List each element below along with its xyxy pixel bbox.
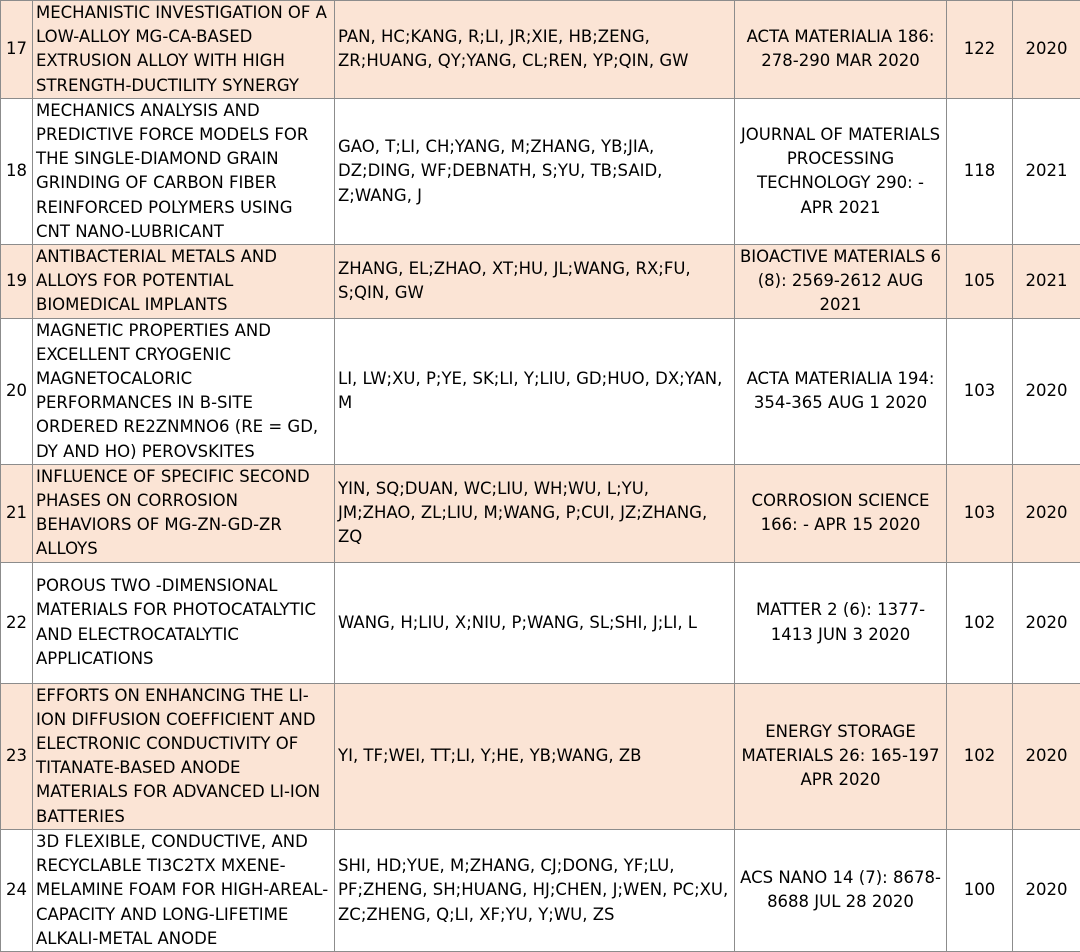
paper-source: MATTER 2 (6): 1377-1413 JUN 3 2020 [735, 562, 947, 683]
row-number: 18 [1, 98, 33, 244]
publication-year: 2021 [1013, 245, 1080, 319]
paper-title: EFFORTS ON ENHANCING THE LI-ION DIFFUSION COEFFICIENT AND ELECTRONIC CONDUCTIVITY OF TITANATE-BASED ANODE MATERIALS FOR ADVANCED LI-ION BATTERIES [33, 683, 335, 829]
paper-source: CORROSION SCIENCE 166: - APR 15 2020 [735, 464, 947, 562]
paper-title: ANTIBACTERIAL METALS AND ALLOYS FOR POTENTIAL BIOMEDICAL IMPLANTS [33, 245, 335, 319]
paper-authors: GAO, T;LI, CH;YANG, M;ZHANG, YB;JIA, DZ;DING, WF;DEBNATH, S;YU, TB;SAID, Z;WANG, J [335, 98, 735, 244]
citation-count: 100 [947, 829, 1013, 951]
citation-count: 102 [947, 683, 1013, 829]
paper-source: JOURNAL OF MATERIALS PROCESSING TECHNOLOGY 290: - APR 2021 [735, 98, 947, 244]
paper-title: MECHANICS ANALYSIS AND PREDICTIVE FORCE MODELS FOR THE SINGLE-DIAMOND GRAIN GRINDING OF CARBON FIBER REINFORCED POLYMERS USING CNT NANO-LUBRICANT [33, 98, 335, 244]
citation-count: 118 [947, 98, 1013, 244]
table-row [1, 98, 1080, 244]
table-row [1, 318, 1080, 464]
row-number: 17 [1, 1, 33, 99]
paper-title: 3D FLEXIBLE, CONDUCTIVE, AND RECYCLABLE TI3C2TX MXENE-MELAMINE FOAM FOR HIGH-AREAL-CAPACITY AND LONG-LIFETIME ALKALI-METAL ANODE [33, 829, 335, 951]
paper-authors: YIN, SQ;DUAN, WC;LIU, WH;WU, L;YU, JM;ZHAO, ZL;LIU, M;WANG, P;CUI, JZ;ZHANG, ZQ [335, 464, 735, 562]
paper-source: BIOACTIVE MATERIALS 6 (8): 2569-2612 AUG 2021 [735, 245, 947, 319]
table-row [1, 464, 1080, 562]
table-row [1, 829, 1080, 951]
paper-authors: PAN, HC;KANG, R;LI, JR;XIE, HB;ZENG, ZR;HUANG, QY;YANG, CL;REN, YP;QIN, GW [335, 1, 735, 99]
publication-year: 2020 [1013, 464, 1080, 562]
publication-year: 2020 [1013, 318, 1080, 464]
table-row [1, 1, 1080, 99]
table-row [1, 562, 1080, 683]
paper-title: POROUS TWO -DIMENSIONAL MATERIALS FOR PHOTOCATALYTIC AND ELECTROCATALYTIC APPLICATIONS [33, 562, 335, 683]
paper-source: ACS NANO 14 (7): 8678-8688 JUL 28 2020 [735, 829, 947, 951]
row-number: 21 [1, 464, 33, 562]
paper-title: INFLUENCE OF SPECIFIC SECOND PHASES ON CORROSION BEHAVIORS OF MG-ZN-GD-ZR ALLOYS [33, 464, 335, 562]
table-row [1, 245, 1080, 319]
publication-year: 2020 [1013, 1, 1080, 99]
publication-year: 2020 [1013, 562, 1080, 683]
paper-authors: SHI, HD;YUE, M;ZHANG, CJ;DONG, YF;LU, PF;ZHENG, SH;HUANG, HJ;CHEN, J;WEN, PC;XU, ZC;ZHENG, Q;LI, XF;YU, Y;WU, ZS [335, 829, 735, 951]
row-number: 19 [1, 245, 33, 319]
paper-title: MAGNETIC PROPERTIES AND EXCELLENT CRYOGENIC MAGNETOCALORIC PERFORMANCES IN B-SITE ORDERED RE2ZNMNO6 (RE = GD, DY AND HO) PEROVSKITES [33, 318, 335, 464]
paper-source: ENERGY STORAGE MATERIALS 26: 165-197 APR 2020 [735, 683, 947, 829]
citation-count: 122 [947, 1, 1013, 99]
citation-count: 103 [947, 464, 1013, 562]
paper-authors: ZHANG, EL;ZHAO, XT;HU, JL;WANG, RX;FU, S;QIN, GW [335, 245, 735, 319]
publication-year: 2020 [1013, 683, 1080, 829]
paper-authors: LI, LW;XU, P;YE, SK;LI, Y;LIU, GD;HUO, DX;YAN, M [335, 318, 735, 464]
paper-source: ACTA MATERIALIA 194: 354-365 AUG 1 2020 [735, 318, 947, 464]
paper-authors: YI, TF;WEI, TT;LI, Y;HE, YB;WANG, ZB [335, 683, 735, 829]
row-number: 22 [1, 562, 33, 683]
citation-count: 105 [947, 245, 1013, 319]
row-number: 24 [1, 829, 33, 951]
paper-source: ACTA MATERIALIA 186: 278-290 MAR 2020 [735, 1, 947, 99]
publication-year: 2020 [1013, 829, 1080, 951]
citation-count: 103 [947, 318, 1013, 464]
paper-authors: WANG, H;LIU, X;NIU, P;WANG, SL;SHI, J;LI, L [335, 562, 735, 683]
publication-year: 2021 [1013, 98, 1080, 244]
paper-title: MECHANISTIC INVESTIGATION OF A LOW-ALLOY MG-CA-BASED EXTRUSION ALLOY WITH HIGH STRENGTH-DUCTILITY SYNERGY [33, 1, 335, 99]
row-number: 20 [1, 318, 33, 464]
table-row [1, 683, 1080, 829]
citation-count: 102 [947, 562, 1013, 683]
row-number: 23 [1, 683, 33, 829]
